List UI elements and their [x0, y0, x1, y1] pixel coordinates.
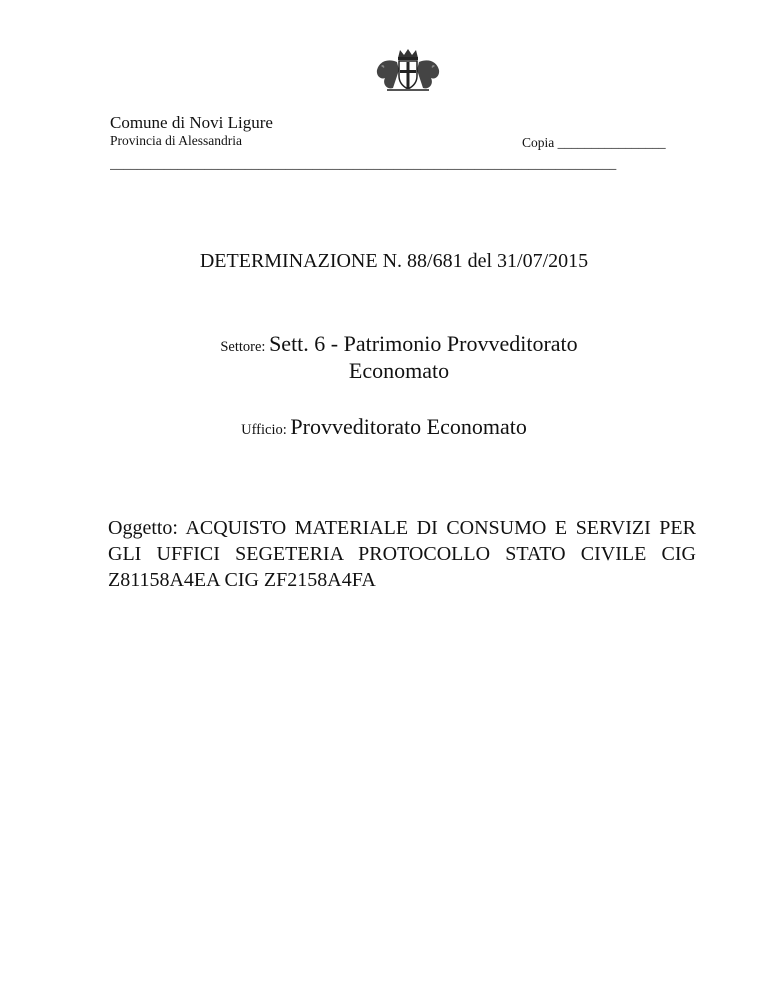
settore-value: Sett. 6 - Patrimonio Provveditorato: [269, 331, 578, 356]
ufficio-value: Provveditorato Economato: [290, 414, 527, 439]
settore-value-line2: Economato: [348, 358, 450, 383]
header-divider: ___________________________________________________________________________: [110, 157, 617, 171]
ufficio-label: Ufficio:: [241, 422, 291, 438]
settore-row: [0, 331, 768, 357]
coat-of-arms-icon: [373, 48, 443, 92]
determinazione-title: DETERMINAZIONE N. 88/681 del 31/07/2015: [199, 250, 589, 272]
ufficio-row: [0, 414, 768, 440]
oggetto-block: [108, 515, 696, 593]
comune-name: Comune di Novi Ligure: [110, 113, 273, 132]
oggetto-text: ACQUISTO MATERIALE DI CONSUMO E SERVIZI PER GLI UFFICI SEGETERIA PROTOCOLLO STATO CIVILE CIG Z81158A4EA CIG ZF2158A4FA: [108, 517, 696, 591]
settore-label: Settore:: [220, 339, 270, 355]
provincia-name: Provincia di Alessandria: [110, 133, 242, 148]
copia-field: Copia ________________: [522, 135, 666, 150]
oggetto-label: Oggetto:: [108, 517, 186, 539]
